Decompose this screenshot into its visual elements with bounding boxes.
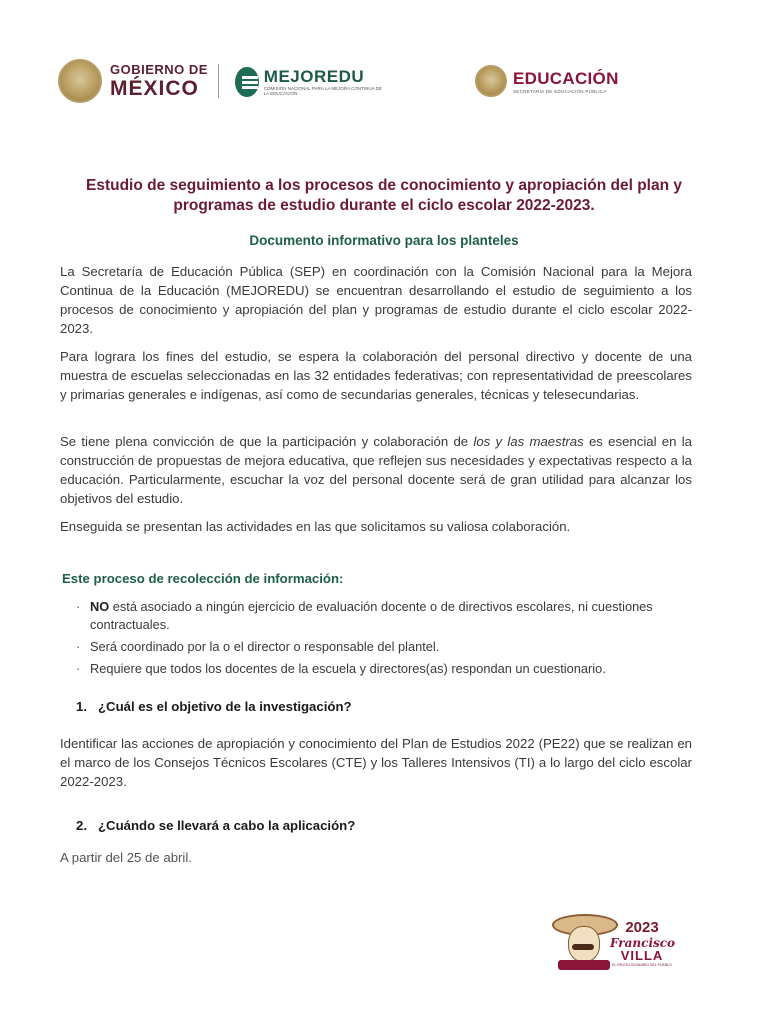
villa-year: 2023: [625, 919, 659, 936]
conviction-text-start: Se tiene plena convicción de que la participación y colaboración de: [60, 434, 474, 449]
conviction-text-end: es esencial en la construcción de propuestas de mejora educativa, que reflejen sus necesidades y expectativas respecto a la educación. Particularmente, escuchar la voz del personal docente será de gran utilidad para alcanzar los objetivos del estudio.: [60, 434, 692, 506]
bullet1-text: está asociado a ningún ejercicio de evaluación docente o de directivos escolares, ni cuestiones contractuales.: [90, 599, 653, 632]
mejoredu-icon: [235, 67, 259, 97]
logo-divider: [218, 64, 219, 98]
bullet1-bold: NO: [90, 599, 110, 614]
document-subtitle: Documento informativo para los planteles: [249, 233, 519, 248]
question-1-text: ¿Cuál es el objetivo de la investigación?: [98, 699, 352, 714]
process-heading: Este proceso de recolección de información:: [62, 571, 344, 586]
mejoredu-logo: [235, 62, 385, 102]
question-2-answer: A partir del 25 de abril.: [60, 850, 192, 865]
activities-paragraph: Enseguida se presentan las actividades en las que solicitamos su valiosa colaboración.: [60, 519, 571, 534]
francisco-villa-2023-logo: [552, 906, 676, 976]
mejoredu-subtitle: COMISIÓN NACIONAL PARA LA MEJORA CONTINUA DE LA EDUCACIÓN: [263, 86, 382, 96]
gobierno-logo-line2: MÉXICO: [110, 77, 199, 100]
question-1-answer: Identificar las acciones de apropiación y conocimiento del Plan de Estudios 2022 (PE22) que se realizan en el marco de los Consejos Técnicos Escolares (CTE) y los Talleres Intensivos (TI) a lo largo del ciclo escolar 2022-2023.: [60, 736, 692, 789]
document-title: Estudio de seguimiento a los procesos de conocimiento y apropiación del plan y programas de estudio durante el ciclo escolar 2022-2023.: [85, 177, 682, 214]
national-seal-icon: [58, 59, 102, 103]
educacion-logo: [475, 64, 645, 98]
objectives-paragraph: Para lograra los fines del estudio, se espera la colaboración del personal directivo y docente de una muestra de escuelas seleccionadas en las 32 entidades federativas; con representatividad de preescolares y primarias generales e indígenas, así como de secundarias generales, técnicas y telesecundarias.: [60, 349, 692, 402]
list-item: [74, 660, 694, 678]
list-item: [74, 598, 694, 634]
villa-band-icon: [558, 960, 610, 970]
process-list: [74, 598, 694, 682]
conviction-text-italic: los y las maestras: [473, 434, 584, 449]
villa-name-last: VILLA: [620, 948, 664, 963]
villa-name-first: Francisco: [610, 936, 676, 950]
mustache-icon: [572, 944, 594, 950]
bullet2-text: Será coordinado por la o el director o responsable del plantel.: [90, 639, 440, 654]
educacion-subtitle: SECRETARÍA DE EDUCACIÓN PÚBLICA: [513, 88, 607, 94]
question-2-heading: [76, 818, 355, 833]
educacion-name: EDUCACIÓN: [513, 68, 619, 88]
gobierno-de-mexico-logo: [58, 55, 228, 107]
mejoredu-name: MEJOREDU: [263, 67, 365, 87]
sep-seal-icon: [475, 65, 507, 97]
question-1-heading: [76, 699, 352, 714]
question-2-text: ¿Cuándo se llevará a cabo la aplicación?: [98, 818, 356, 833]
question-2-number: 2.: [76, 818, 87, 833]
bullet3-text: Requiere que todos los docentes de la escuela y directores(as) respondan un cuestionario.: [90, 661, 606, 676]
list-item: [74, 638, 694, 656]
gobierno-logo-line1: GOBIERNO DE: [110, 62, 208, 77]
conviction-paragraph: [60, 432, 692, 508]
intro-paragraph: La Secretaría de Educación Pública (SEP) en coordinación con la Comisión Nacional para la Mejora Continua de la Educación (MEJOREDU) se encuentran desarrollando el estudio de seguimiento a los procesos de conocimiento y apropiación del plan y programas de estudio durante el ciclo escolar 2022-2023.: [60, 264, 692, 336]
villa-tagline: EL REVOLUCIONARIO DEL PUEBLO: [612, 963, 672, 967]
question-1-number: 1.: [76, 699, 87, 714]
